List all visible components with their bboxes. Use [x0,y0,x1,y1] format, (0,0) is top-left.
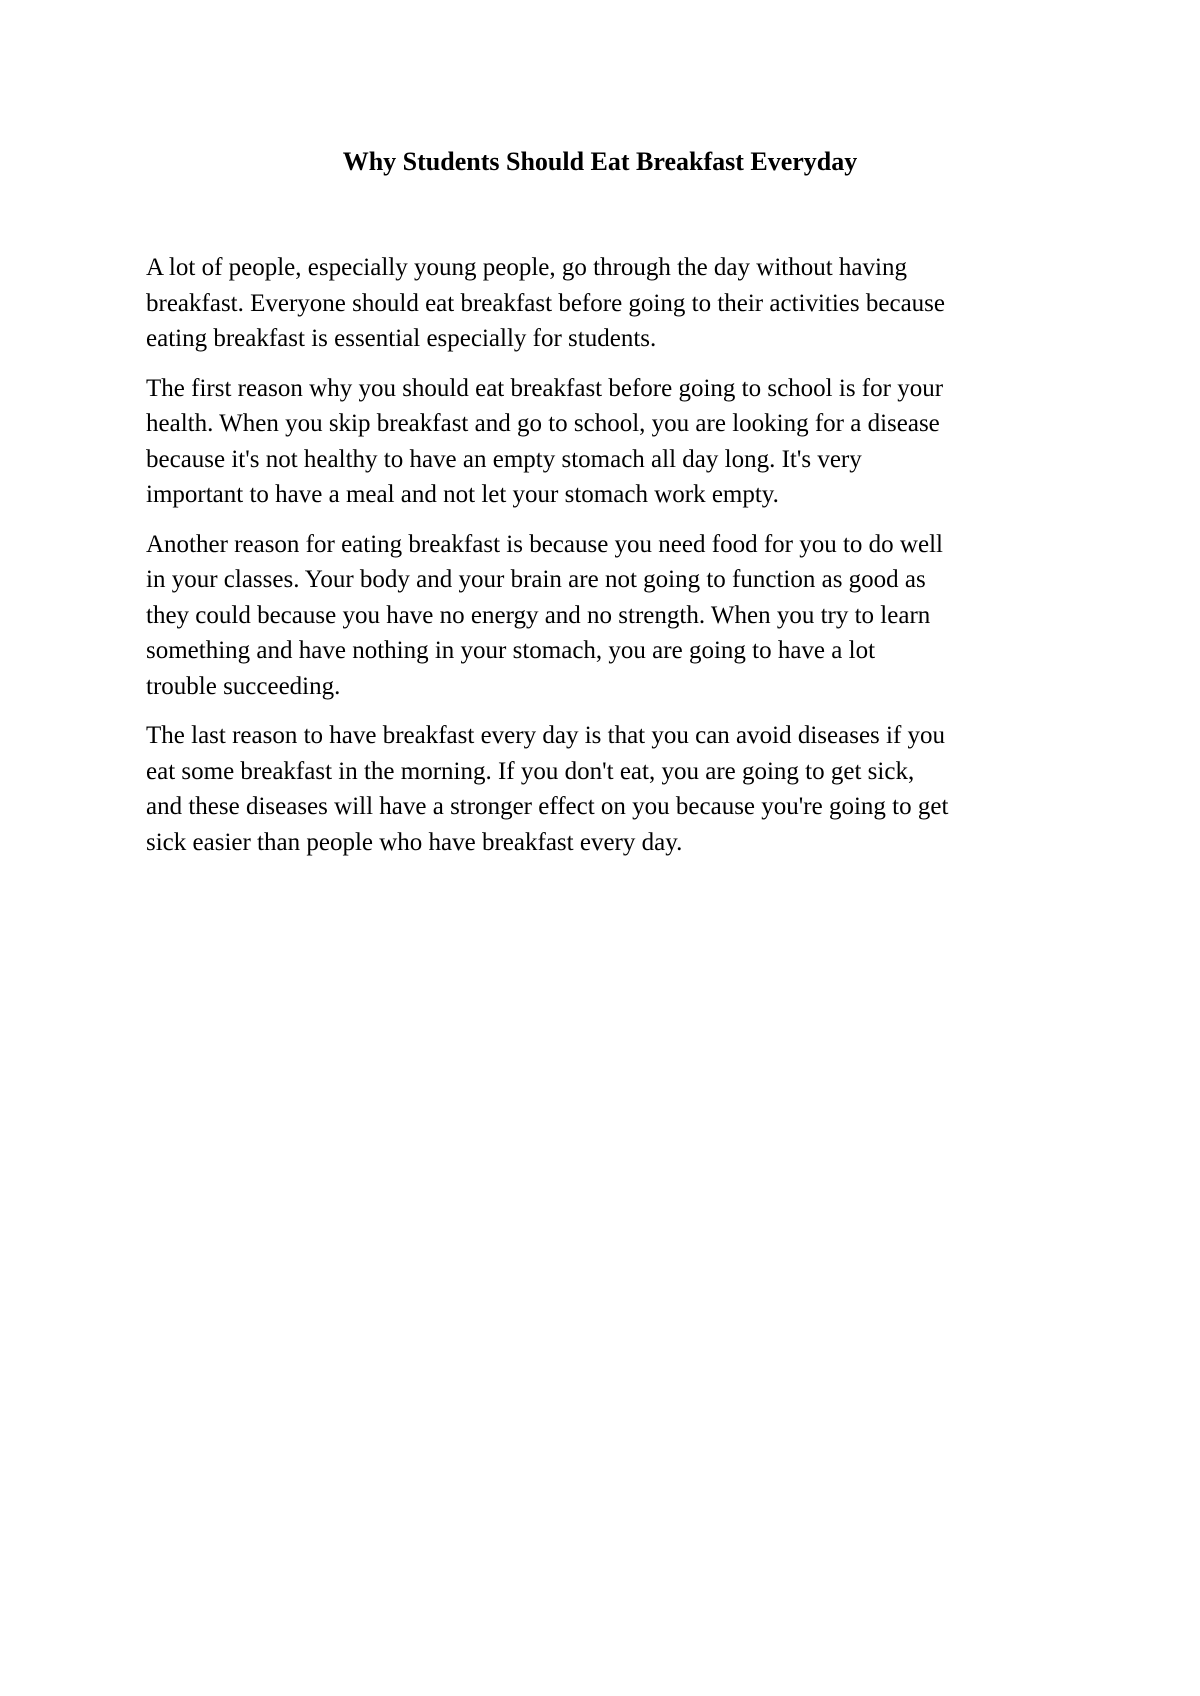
paragraph-1 [146,250,1066,357]
document-body [146,250,1066,874]
text-line: eat some breakfast in the morning. If you don't eat, you are going to get sick, [146,757,915,785]
text-line: eating breakfast is essential especially for students. [146,325,657,352]
text-line: A lot of people, especially young people, go through the day without having [146,254,907,281]
paragraph-3 [146,527,1066,705]
text-line: they could because you have no energy and no strength. When you try to learn [146,601,931,629]
text-line: important to have a meal and not let your stomach work empty. [146,481,779,508]
text-line: The last reason to have breakfast every day is that you can avoid diseases if you [146,722,946,749]
text-line: The first reason why you should eat breakfast before going to school is for your [146,374,944,402]
text-line: something and have nothing in your stomach, you are going to have a lot [146,637,876,664]
text-line: in your classes. Your body and your brain are not going to function as good as [146,566,926,593]
text-line: health. When you skip breakfast and go to school, you are looking for a disease [146,410,940,437]
paragraph-4 [146,718,1066,860]
document-title: Why Students Should Eat Breakfast Everyday [342,147,858,176]
text-line: sick easier than people who have breakfast every day. [146,828,683,856]
paragraph-2 [146,371,1066,513]
text-line: because it's not healthy to have an empty stomach all day long. It's very [146,445,862,473]
text-line: Another reason for eating breakfast is because you need food for you to do well [146,530,943,558]
text-line: trouble succeeding. [146,672,341,700]
text-line: breakfast. Everyone should eat breakfast before going to their activities because [146,289,945,317]
text-line: and these diseases will have a stronger effect on you because you're going to get [146,793,949,820]
